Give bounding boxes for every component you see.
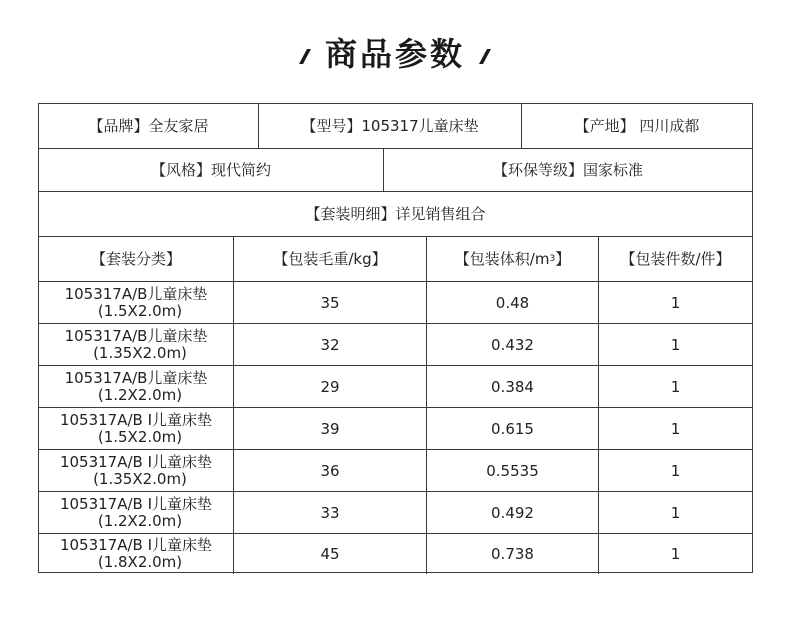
header-volume-label: 【包装体积/m xyxy=(454,250,550,268)
item-weight: 45 xyxy=(234,534,427,574)
table-row xyxy=(39,366,752,408)
item-weight: 32 xyxy=(234,324,427,365)
item-size: (1.8X2.0m) xyxy=(97,553,183,571)
item-name: 105317A/B I儿童床垫 xyxy=(59,494,213,513)
item-name: 105317A/B儿童床垫 xyxy=(64,326,208,345)
item-volume: 0.48 xyxy=(427,282,599,323)
table-row xyxy=(39,450,752,492)
item-count: 1 xyxy=(670,503,681,522)
item-category-cell xyxy=(39,324,234,365)
item-category-cell xyxy=(39,450,234,491)
item-volume: 0.615 xyxy=(427,408,599,449)
header-category: 【套装分类】 xyxy=(39,237,234,281)
item-name: 105317A/B I儿童床垫 xyxy=(59,452,213,471)
section-heading xyxy=(0,26,790,78)
item-category-cell xyxy=(39,366,234,407)
item-volume: 0.5535 xyxy=(427,450,599,491)
item-count: 1 xyxy=(670,545,681,563)
item-category-cell xyxy=(39,408,234,449)
item-category-cell xyxy=(39,492,234,533)
item-size: (1.5X2.0m) xyxy=(97,427,183,446)
info-row-style-eco xyxy=(39,149,752,192)
item-count: 1 xyxy=(670,335,681,354)
item-weight: 39 xyxy=(234,408,427,449)
item-size: (1.35X2.0m) xyxy=(93,469,187,488)
item-size: (1.2X2.0m) xyxy=(97,385,183,404)
item-weight: 29 xyxy=(234,366,427,407)
item-name: 105317A/B儿童床垫 xyxy=(64,368,208,387)
item-size: (1.35X2.0m) xyxy=(93,343,187,362)
header-volume: 【包装体积/m 3 】 xyxy=(427,237,599,281)
item-volume: 0.432 xyxy=(427,324,599,365)
item-count: 1 xyxy=(670,419,681,438)
table-row xyxy=(39,324,752,366)
product-spec-table xyxy=(38,103,753,573)
origin-cell: 【产地】 四川成都 xyxy=(574,117,700,135)
item-size: (1.2X2.0m) xyxy=(97,511,183,530)
item-category-cell xyxy=(39,534,234,574)
item-weight: 33 xyxy=(234,492,427,533)
item-name: 105317A/B I儿童床垫 xyxy=(59,536,213,554)
header-gross-weight: 【包装毛重/kg】 xyxy=(234,237,427,281)
decorative-slash-left xyxy=(299,49,311,64)
model-cell: 【型号】105317儿童床垫 xyxy=(259,104,522,148)
item-volume: 0.384 xyxy=(427,366,599,407)
section-title: 商品参数 xyxy=(324,35,465,73)
info-row-brand-model-origin xyxy=(39,104,752,149)
item-count: 1 xyxy=(670,461,681,480)
style-cell: 【风格】现代简约 xyxy=(39,149,384,191)
item-volume: 0.738 xyxy=(427,534,599,574)
item-count: 1 xyxy=(670,377,681,396)
item-volume: 0.492 xyxy=(427,492,599,533)
item-weight: 36 xyxy=(234,450,427,491)
table-row xyxy=(39,408,752,450)
info-row-set-details xyxy=(39,192,752,237)
eco-grade-cell: 【环保等级】国家标准 xyxy=(492,161,643,179)
table-header-row xyxy=(39,237,752,282)
set-details-cell: 【套装明细】详见销售组合 xyxy=(305,205,486,223)
header-volume-bracket: 】 xyxy=(555,250,571,268)
item-count: 1 xyxy=(670,293,681,312)
item-name: 105317A/B儿童床垫 xyxy=(64,284,208,303)
item-category-cell xyxy=(39,282,234,323)
table-row xyxy=(39,534,752,574)
item-weight: 35 xyxy=(234,282,427,323)
decorative-slash-right xyxy=(479,49,491,64)
brand-cell: 【品牌】全友家居 xyxy=(39,104,259,148)
header-package-count: 【包装件数/件】 xyxy=(620,250,731,268)
item-size: (1.5X2.0m) xyxy=(97,301,183,320)
table-row xyxy=(39,282,752,324)
table-row xyxy=(39,492,752,534)
item-name: 105317A/B I儿童床垫 xyxy=(59,410,213,429)
